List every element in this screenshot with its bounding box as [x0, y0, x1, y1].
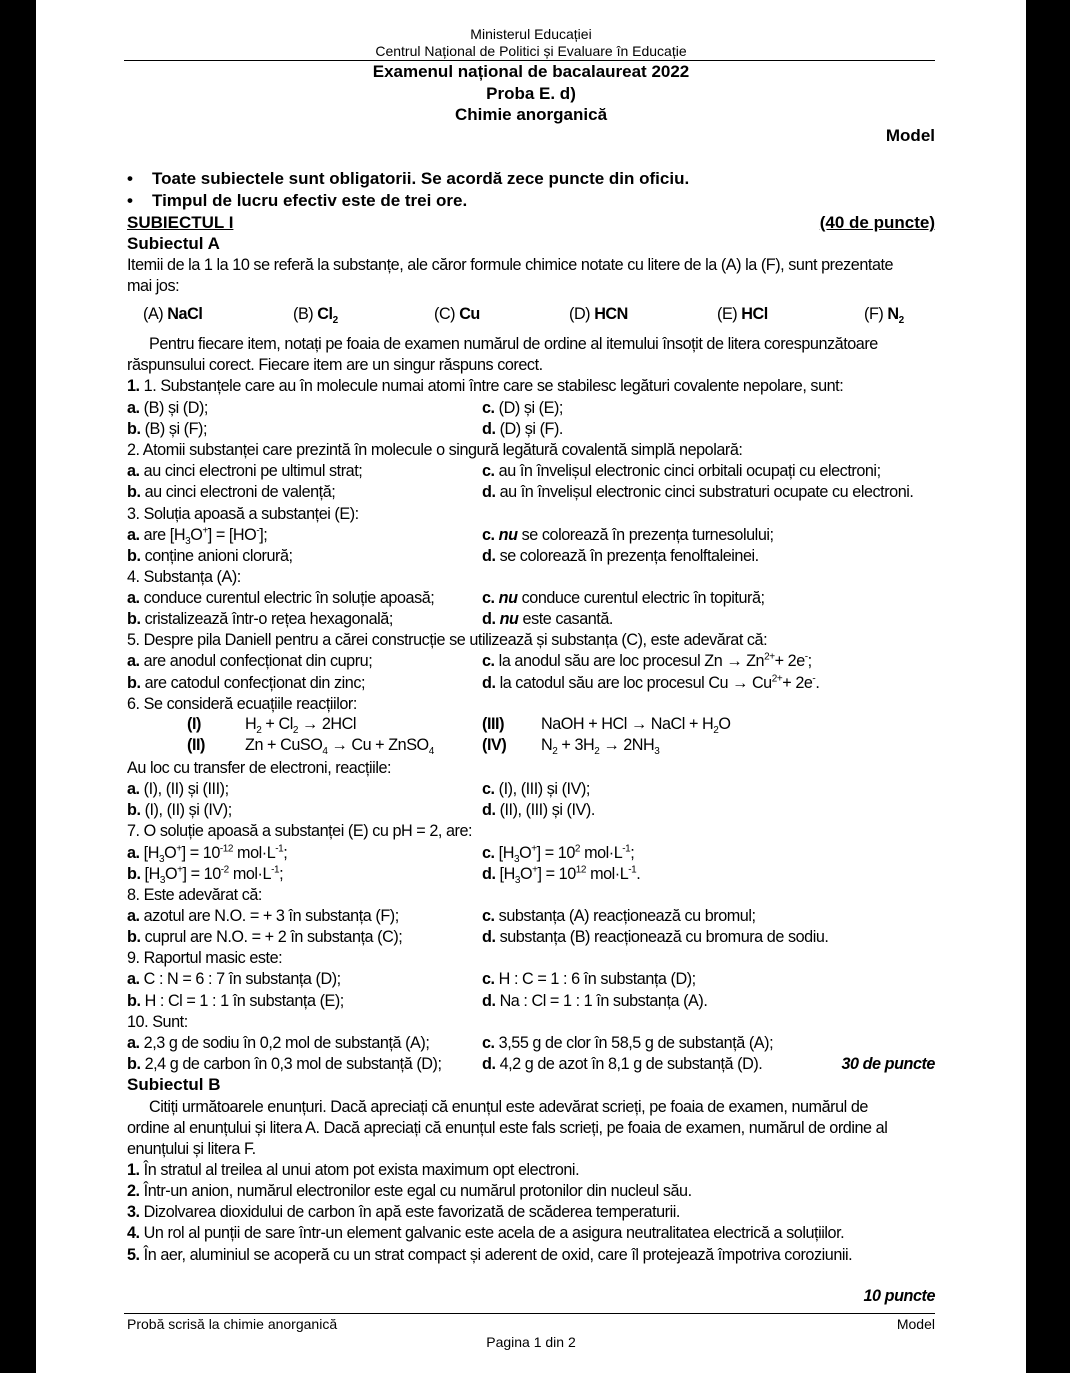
q3-a-part2: O	[190, 526, 203, 544]
substance-A	[143, 305, 202, 324]
q5-option-b: are catodul confecționat din zinc;	[144, 674, 366, 692]
q3-option-b: conține anioni clorură;	[144, 547, 293, 565]
q5-d-electrons: + 2e	[782, 674, 813, 692]
reaction-1-label: (I)	[187, 715, 201, 733]
q8-option-c: substanța (A) reacționează cu bromul;	[498, 907, 756, 925]
statement-2: 2. Într-un anion, numărul electronilor este egal cu numărul protonilor din nucleul său.	[127, 1182, 692, 1200]
q4-row-1: a. conduce curentul electric în soluție apoasă; c. nu conduce curentul electric în topitură;	[127, 589, 765, 607]
substance-A-label: (A)	[143, 305, 164, 323]
subiect1-title: SUBIECTUL I	[127, 213, 234, 232]
substance-B-sub: 2	[332, 315, 338, 327]
reaction-4-text: → 2NH	[603, 736, 655, 754]
reaction-3-text: NaOH + HCl → NaCl + H	[541, 715, 714, 733]
substance-C-label: (C)	[434, 305, 456, 323]
reaction-4-label: (IV)	[482, 736, 507, 754]
substance-E	[717, 305, 768, 324]
substance-B	[293, 305, 338, 327]
proba-title: Proba E. d)	[486, 84, 576, 103]
subB-instr-2: ordine al enunțului și litera A. Dacă apreciați că enunțul este fals scrieți, pe foaia de examen, numărul de ordine al	[127, 1119, 888, 1137]
q5-c-charge: 2+	[764, 651, 775, 663]
q3-row-2: b. conține anioni clorură; d. se colorează în prezența fenolftaleinei.	[127, 547, 759, 565]
question-8: 8. Este adevărat că:	[127, 886, 262, 904]
subA-title: Subiectul A	[127, 234, 220, 253]
q9-row-1: a. C : N = 6 : 7 în substanța (D); c. H : C = 1 : 6 în substanța (D);	[127, 970, 696, 988]
statement-3-text: Dizolvarea dioxidului de carbon în apă este favorizată de scăderea temperaturii.	[143, 1203, 680, 1221]
intro-line-2: mai jos:	[127, 277, 180, 295]
substance-D	[569, 305, 628, 324]
q5-option-c: la anodul său are loc procesul Zn → Zn	[498, 652, 765, 670]
q2-row-2: b. au cinci electroni de valență; d. au în învelișul electronic cinci substraturi ocupate cu electroni.	[127, 483, 914, 501]
substance-F	[864, 305, 904, 327]
substance-E-label: (E)	[717, 305, 738, 323]
q9-option-c: H : C = 1 : 6 în substanța (D);	[498, 970, 696, 988]
q8-row-2: b. cuprul are N.O. = + 2 în substanța (C); d. substanța (B) reacționează cu bromura de sodiu.	[127, 928, 829, 946]
reaction-3: NaOH + HCl → NaCl + $H_2O$	[541, 715, 731, 737]
q10-option-b: 2,4 g de carbon în 0,3 mol de substanță (D);	[144, 1055, 442, 1073]
q2-option-d: au în învelișul electronic cinci substraturi ocupate cu electroni.	[499, 483, 914, 501]
statement-2-text: Într-un anion, numărul electronilor este egal cu numărul protonilor din nucleul său.	[143, 1182, 692, 1200]
q8-option-b: cuprul are N.O. = + 2 în substanța (C);	[144, 928, 403, 946]
substance-C	[434, 305, 480, 324]
instruction-1-text: Toate subiectele sunt obligatorii. Se acordă zece puncte din oficiu.	[152, 169, 690, 188]
q2-option-b: au cinci electroni de valență;	[144, 483, 336, 501]
q2-row-1: a. au cinci electroni pe ultimul strat; c. au în învelișul electronic cinci orbitali ocupați cu electroni;	[127, 462, 881, 480]
q6-option-c: (I), (III) și (IV);	[498, 780, 590, 798]
substance-D-label: (D)	[569, 305, 591, 323]
q3-a-part3: ] = [HO	[207, 526, 257, 544]
question-5: 5. Despre pila Daniell pentru a cărei construcție se utilizează și substanța (C), este adevărat că:	[127, 631, 768, 649]
q5-option-d: la catodul său are loc procesul Cu → Cu	[499, 674, 772, 692]
header-rule	[124, 60, 935, 61]
q10-option-d: 4,2 g de azot în 8,1 g de substanță (D).	[499, 1055, 763, 1073]
q6-option-d: (II), (III) și (IV).	[499, 801, 595, 819]
question-2: 2. Atomii substanței care prezintă în molecule o singură legătură covalentă simplă nepolară:	[127, 441, 743, 459]
exam-page	[36, 0, 1026, 1373]
exam-title: Examenul național de bacalaureat 2022	[372, 62, 690, 81]
q4-option-d: este casantă.	[522, 610, 613, 628]
q6-option-b: (I), (II) și (IV);	[144, 801, 232, 819]
q3-c-nu: nu	[498, 526, 518, 544]
ministry-label: Ministerul Educației	[470, 26, 592, 42]
q3-a-part1: are [H	[143, 526, 186, 544]
substance-B-formula: Cl	[317, 305, 333, 323]
q6-row-2: b. (I), (II) și (IV); d. (II), (III) și (IV).	[127, 801, 595, 819]
center-label: Centrul Național de Politici și Evaluare în Educație	[375, 43, 687, 59]
question-7: 7. O soluție apoasă a substanței (E) cu pH = 2, are:	[127, 822, 473, 840]
q8-option-a: azotul are N.O. = + 3 în substanța (F);	[143, 907, 399, 925]
footer-left: Probă scrisă la chimie anorganică	[127, 1316, 338, 1332]
substance-A-formula: NaCl	[167, 305, 203, 323]
footer-rule	[124, 1313, 935, 1314]
q10-option-a: 2,3 g de sodiu în 0,2 mol de substanță (A);	[143, 1034, 430, 1052]
q9-row-2: b. H : Cl = 1 : 1 în substanța (E); d. Na : Cl = 1 : 1 în substanța (A).	[127, 992, 708, 1010]
q1-option-d: (D) și (F).	[499, 420, 563, 438]
q7-row-2: b. $[H_3O^+] = 10^{-2}$ $mol\cdot L^{-1}$; d. $[H_3O^+] = 10^{12}$ $mol\cdot L^{-1}$.	[127, 864, 641, 887]
reaction-2-label: (II)	[187, 736, 205, 754]
q6-option-a: (I), (II) și (III);	[143, 780, 229, 798]
model-label: Model	[885, 126, 935, 145]
q5-c-electrons: + 2e	[774, 652, 805, 670]
reaction-1: $H_2 + Cl_2 \to 2HCl$	[245, 715, 357, 737]
subiect1-points: (40 de puncte)	[819, 213, 935, 232]
q3-row-1: a. are $[H_3O^+] = [HO^-]$; c. nu se colorează în prezența turnesolului;	[127, 525, 774, 548]
q1-option-c: (D) și (E);	[498, 399, 563, 417]
q8-row-1: a. azotul are N.O. = + 3 în substanța (F); c. substanța (A) reacționează cu bromul;	[127, 907, 756, 925]
question-1: 1. 1. Substanțele care au în molecule numai atomi între care se stabilesc legături covalente nepolare, sunt:	[127, 377, 844, 395]
q10-option-c: 3,55 g de clor în 58,5 g de substanță (A);	[498, 1034, 774, 1052]
substance-D-formula: HCN	[594, 305, 628, 323]
subB-instr-3: enunțului și litera F.	[127, 1140, 256, 1158]
statement-3: 3. Dizolvarea dioxidului de carbon în apă este favorizată de scăderea temperaturii.	[127, 1203, 680, 1221]
q9-option-d: Na : Cl = 1 : 1 în substanța (A).	[499, 992, 708, 1010]
q4-c-nu: nu	[498, 589, 518, 607]
q3-a-part4: ];	[259, 526, 268, 544]
instruction-1: • Toate subiectele sunt obligatorii. Se acordă zece puncte din oficiu.	[127, 169, 690, 188]
instr-line-2: răspunsului corect. Fiecare item are un singur răspuns corect.	[127, 356, 543, 374]
subB-title: Subiectul B	[127, 1075, 221, 1094]
q10-row-1: a. 2,3 g de sodiu în 0,2 mol de substanță (A); c. 3,55 g de clor în 58,5 g de substanță (A);	[127, 1034, 774, 1052]
substance-F-label: (F)	[864, 305, 884, 323]
q5-row-2: b. are catodul confecționat din zinc; d. la catodul său are loc procesul $Cu \to Cu^{2+}+ 2e^-$.	[127, 673, 820, 692]
statement-1: 1. În stratul al treilea al unui atom pot exista maximum opt electroni.	[127, 1161, 580, 1179]
reaction-2: Zn + CuSO$_4$ → Cu + ZnSO$_4$	[245, 736, 434, 758]
statement-5: 5. În aer, aluminiul se acoperă cu un strat compact și aderent de oxid, care îl protejează împotriva coroziunii.	[127, 1246, 853, 1264]
substance-F-sub: 2	[898, 315, 904, 327]
reaction-3-label: (III)	[482, 715, 505, 733]
instruction-2-text: Timpul de lucru efectiv este de trei ore.	[152, 191, 468, 210]
instr-line-1: Pentru fiecare item, notați pe foaia de examen numărul de ordine al itemului însoțit de litera corespunzătoare	[149, 335, 878, 353]
question-1-text: 1. Substanțele care au în molecule numai atomi între care se stabilesc legături covalente nepolare, sunt:	[143, 377, 844, 395]
substance-E-formula: HCl	[741, 305, 768, 323]
q4-option-a: conduce curentul electric în soluție apoasă;	[143, 589, 435, 607]
question-9: 9. Raportul masic este:	[127, 949, 283, 967]
substance-C-formula: Cu	[459, 305, 480, 323]
q1-option-b: (B) și (F);	[144, 420, 208, 438]
intro-line-1: Itemii de la 1 la 10 se referă la substanțe, ale căror formule chimice notate cu litere de la (A) la (F), sunt prezentate	[127, 256, 894, 274]
q10-row-2: b. 2,4 g de carbon în 0,3 mol de substanță (D); d. 4,2 g de azot în 8,1 g de substanță (D).	[127, 1055, 763, 1073]
q4-d-nu: nu	[499, 610, 519, 628]
q5-row-1: a. are anodul confecționat din cupru; c. la anodul său are loc procesul $Zn \to Zn^{2+}+ 2e^-$;	[127, 651, 812, 670]
q4-option-c: conduce curentul electric în topitură;	[521, 589, 765, 607]
question-3: 3. Soluția apoasă a substanței (E):	[127, 505, 359, 523]
question-6: 6. Se consideră ecuațiile reacțiilor:	[127, 695, 357, 713]
instruction-2: • Timpul de lucru efectiv este de trei ore.	[127, 191, 468, 210]
question-10: 10. Sunt:	[127, 1013, 188, 1031]
q2-option-a: au cinci electroni pe ultimul strat;	[143, 462, 363, 480]
q6-question: Au loc cu transfer de electroni, reacțiile:	[127, 759, 392, 777]
q5-d-charge: 2+	[771, 673, 783, 685]
q5-option-a: are anodul confecționat din cupru;	[143, 652, 373, 670]
reaction-4: $N_2 + 3H_2 \to 2NH_3$	[541, 736, 660, 758]
q3-option-d: se colorează în prezența fenolftaleinei.	[499, 547, 759, 565]
q7-row-1: a. $[H_3O^+] = 10^{-12}$ $mol\cdot L^{-1}$; c. $[H_3O^+] = 10^2$ $mol\cdot L^{-1}$;	[127, 843, 635, 866]
subject-title: Chimie anorganică	[454, 105, 608, 124]
statement-1-text: În stratul al treilea al unui atom pot exista maximum opt electroni.	[143, 1161, 580, 1179]
question-4: 4. Substanța (A):	[127, 568, 241, 586]
q6-row-1: a. (I), (II) și (III); c. (I), (III) și (IV);	[127, 780, 590, 798]
subB-instr-1: Citiți următoarele enunțuri. Dacă apreciați că enunțul este adevărat scrieți, pe foaia de examen, numărul de	[149, 1098, 868, 1116]
footer-right: Model	[896, 1316, 935, 1332]
subA-points: 30 de puncte	[841, 1055, 935, 1073]
q4-option-b: cristalizează într-o rețea hexagonală;	[144, 610, 393, 628]
q1-row-1: a. (B) și (D); c. (D) și (E);	[127, 399, 563, 417]
page-number: Pagina 1 din 2	[486, 1334, 576, 1350]
q3-option-c: se colorează în prezența turnesolului;	[521, 526, 774, 544]
q4-row-2: b. cristalizează într-o rețea hexagonală; d. nu este casantă.	[127, 610, 613, 628]
statement-4-text: Un rol al punții de sare într-un element galvanic este acela de a asigura neutralitatea electrică a soluțiilor.	[143, 1224, 845, 1242]
q9-option-b: H : Cl = 1 : 1 în substanța (E);	[144, 992, 344, 1010]
substance-F-formula: N	[887, 305, 899, 323]
q8-option-d: substanța (B) reacționează cu bromura de sodiu.	[499, 928, 829, 946]
substance-B-label: (B)	[293, 305, 314, 323]
q9-option-a: C : N = 6 : 7 în substanța (D);	[143, 970, 341, 988]
q2-option-c: au în învelișul electronic cinci orbitali ocupați cu electroni;	[498, 462, 881, 480]
subB-points: 10 puncte	[863, 1287, 935, 1305]
q1-option-a: (B) și (D);	[143, 399, 208, 417]
q1-row-2: b. (B) și (F); d. (D) și (F).	[127, 420, 563, 438]
statement-4: 4. Un rol al punții de sare într-un element galvanic este acela de a asigura neutralitatea electrică a soluțiilor.	[127, 1224, 845, 1242]
statement-5-text: În aer, aluminiul se acoperă cu un strat compact și aderent de oxid, care îl protejează împotriva coroziunii.	[143, 1246, 853, 1264]
